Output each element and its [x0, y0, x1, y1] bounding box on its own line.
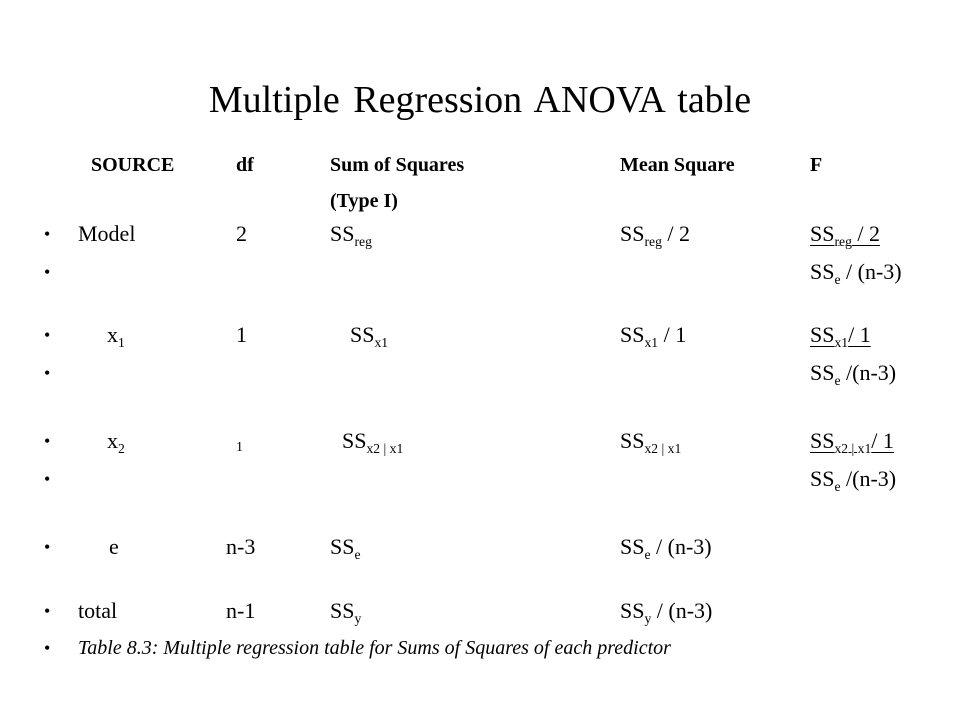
row-model-df: 2	[236, 221, 247, 246]
bullet: •	[44, 325, 51, 345]
row-x2-f-numerator: $SS_{x2 | x1}/$ 1	[810, 428, 894, 456]
row-total-ms: $SS_y / (n-3)$	[620, 598, 713, 626]
row-x2-df: 1	[236, 440, 243, 455]
row-model-source: Model	[78, 221, 136, 246]
slide-title: Multiple Regression ANOVA table	[208, 79, 752, 121]
row-x1-f-numerator: $SS_{x1}/$ 1	[810, 322, 871, 350]
header-df: df	[236, 154, 254, 176]
header-sum-of-squares: Sum of Squares	[330, 154, 465, 176]
header-f: F	[810, 154, 823, 176]
row-e-source: e	[109, 534, 119, 559]
table-caption: Table 8.3: Multiple regression table for Sums of Squares of each predictor	[78, 637, 671, 659]
bullet: •	[44, 638, 51, 658]
bullet: •	[44, 431, 51, 451]
header-type-i: (Type I)	[330, 190, 398, 212]
bullet: •	[44, 262, 51, 282]
row-x1-f-denominator: $SS_e$ /(n-3)	[810, 360, 897, 388]
bullet: •	[44, 601, 51, 621]
row-model-ss: $SS_{reg}$	[330, 221, 372, 249]
bullet: •	[44, 224, 51, 244]
row-model-f-denominator: $SS_e / (n-3)$	[810, 259, 902, 287]
header-source: SOURCE	[91, 154, 175, 176]
row-x1-df: 1	[236, 322, 247, 347]
row-x1-ss: $SS_{x1}$	[350, 322, 389, 350]
row-model-f-numerator: $SS_{reg} / 2$	[810, 221, 881, 249]
row-model-ms: $SS_{reg} / 2$	[620, 221, 691, 249]
row-total-df: n-1	[226, 598, 256, 623]
row-total-source: total	[78, 598, 118, 623]
row-e-df: n-3	[226, 534, 256, 559]
row-x2-ss: $SS_{x2 | x1}$	[342, 428, 404, 456]
header-mean-square: Mean Square	[620, 154, 735, 176]
row-x2-ms: $SS_{x2 | x1}$	[620, 428, 682, 456]
row-e-ms: $SS_e / (n-3)$	[620, 534, 712, 562]
bullet: •	[44, 363, 51, 383]
row-x1-source: $x_1$	[107, 322, 125, 350]
row-e-ss: $SS_e$	[330, 534, 361, 562]
bullet: •	[44, 469, 51, 489]
row-x2-source: $x_2$	[107, 428, 125, 456]
row-x2-f-denominator: $SS_e$ /(n-3)	[810, 466, 897, 494]
row-total-ss: $SS_y$	[330, 598, 362, 626]
row-x1-ms: $SS_{x1} / 1$	[620, 322, 687, 350]
bullet: •	[44, 537, 51, 557]
